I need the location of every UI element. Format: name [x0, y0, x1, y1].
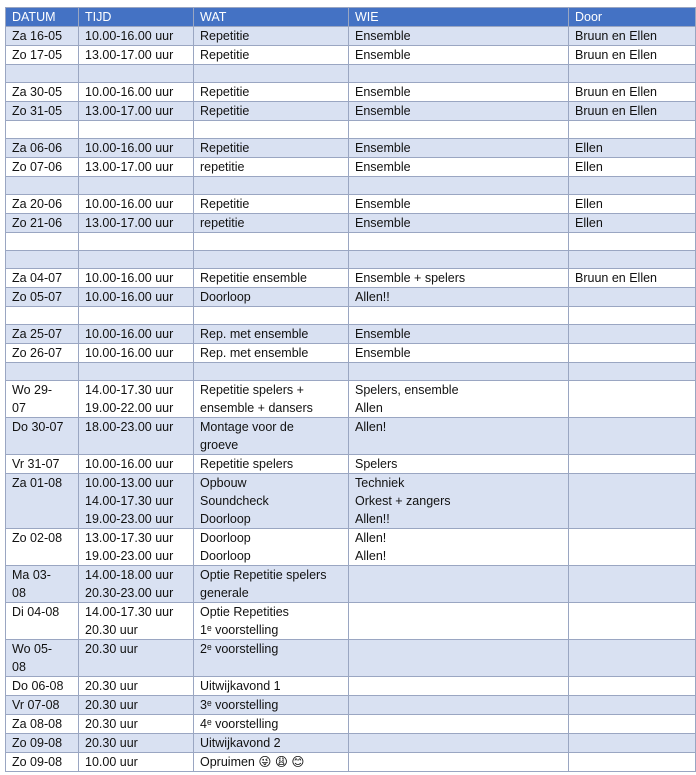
cell-wat: Repetitie spelers	[194, 455, 349, 474]
cell-tijd: 20.30 uur	[79, 640, 194, 677]
cell-datum: Za 01-08	[6, 474, 79, 529]
cell-wie: Ensemble	[349, 325, 569, 344]
cell-datum: Za 16-05	[6, 27, 79, 46]
cell-door	[569, 603, 696, 640]
cell-datum	[6, 121, 79, 139]
cell-wie	[349, 696, 569, 715]
cell-datum: Zo 21-06	[6, 214, 79, 233]
cell-wie: Techniek Orkest + zangers Allen!!	[349, 474, 569, 529]
cell-datum: Za 30-05	[6, 83, 79, 102]
cell-door: Bruun en Ellen	[569, 27, 696, 46]
cell-tijd: 10.00-16.00 uur	[79, 344, 194, 363]
cell-wat	[194, 307, 349, 325]
cell-tijd: 10.00 uur	[79, 753, 194, 772]
table-row	[6, 715, 696, 734]
cell-wie	[349, 307, 569, 325]
cell-wie: Ensemble	[349, 158, 569, 177]
cell-wie: Ensemble	[349, 83, 569, 102]
cell-wat	[194, 363, 349, 381]
cell-datum: Di 04-08	[6, 603, 79, 640]
cell-tijd: 13.00-17.00 uur	[79, 158, 194, 177]
table-row	[6, 195, 696, 214]
table-row	[6, 102, 696, 121]
cell-datum: Zo 02-08	[6, 529, 79, 566]
table-row	[6, 529, 696, 566]
cell-door	[569, 566, 696, 603]
cell-tijd	[79, 307, 194, 325]
cell-wat: Repetitie	[194, 46, 349, 65]
cell-door	[569, 288, 696, 307]
cell-tijd	[79, 65, 194, 83]
table-row	[6, 83, 696, 102]
table-row-empty	[6, 65, 696, 83]
cell-wie: Spelers	[349, 455, 569, 474]
cell-tijd: 18.00-23.00 uur	[79, 418, 194, 455]
cell-door	[569, 734, 696, 753]
table-row	[6, 46, 696, 65]
cell-datum: Zo 09-08	[6, 753, 79, 772]
schedule-body	[6, 27, 696, 772]
cell-tijd: 10.00-16.00 uur	[79, 288, 194, 307]
cell-wat: Opruimen 😜 😩 😊	[194, 753, 349, 772]
cell-wie	[349, 363, 569, 381]
cell-tijd: 10.00-13.00 uur 14.00-17.30 uur 19.00-23.00 uur	[79, 474, 194, 529]
cell-tijd: 20.30 uur	[79, 715, 194, 734]
schedule-container	[5, 7, 696, 772]
cell-wie	[349, 603, 569, 640]
cell-tijd: 10.00-16.00 uur	[79, 455, 194, 474]
cell-tijd: 14.00-17.30 uur 19.00-22.00 uur	[79, 381, 194, 418]
table-row	[6, 696, 696, 715]
cell-datum: Ma 03- 08	[6, 566, 79, 603]
cell-wie: Ensemble	[349, 214, 569, 233]
cell-tijd: 10.00-16.00 uur	[79, 195, 194, 214]
cell-door	[569, 381, 696, 418]
table-row	[6, 566, 696, 603]
cell-datum: Zo 17-05	[6, 46, 79, 65]
cell-datum: Zo 09-08	[6, 734, 79, 753]
cell-datum: Zo 05-07	[6, 288, 79, 307]
cell-wat: Uitwijkavond 2	[194, 734, 349, 753]
cell-door: Bruun en Ellen	[569, 46, 696, 65]
cell-door	[569, 696, 696, 715]
cell-tijd	[79, 251, 194, 269]
cell-wat: 3ᵉ voorstelling	[194, 696, 349, 715]
cell-wie: Allen! Allen!	[349, 529, 569, 566]
cell-datum	[6, 65, 79, 83]
cell-door	[569, 753, 696, 772]
cell-tijd: 13.00-17.30 uur 19.00-23.00 uur	[79, 529, 194, 566]
table-row	[6, 640, 696, 677]
cell-tijd	[79, 233, 194, 251]
table-row	[6, 139, 696, 158]
cell-wat	[194, 233, 349, 251]
cell-datum: Za 20-06	[6, 195, 79, 214]
cell-wat: Repetitie	[194, 102, 349, 121]
cell-door: Ellen	[569, 195, 696, 214]
table-row	[6, 734, 696, 753]
cell-wie	[349, 753, 569, 772]
cell-door	[569, 307, 696, 325]
cell-wie	[349, 177, 569, 195]
cell-datum: Wo 29- 07	[6, 381, 79, 418]
cell-wat	[194, 65, 349, 83]
cell-wat: repetitie	[194, 214, 349, 233]
cell-door	[569, 677, 696, 696]
cell-tijd	[79, 363, 194, 381]
cell-wie	[349, 715, 569, 734]
cell-door	[569, 715, 696, 734]
cell-tijd: 13.00-17.00 uur	[79, 214, 194, 233]
cell-datum	[6, 307, 79, 325]
cell-wat: Rep. met ensemble	[194, 325, 349, 344]
cell-door: Ellen	[569, 158, 696, 177]
cell-datum	[6, 363, 79, 381]
cell-datum: Vr 07-08	[6, 696, 79, 715]
cell-tijd: 10.00-16.00 uur	[79, 83, 194, 102]
cell-wat: Optie Repetitie spelers generale	[194, 566, 349, 603]
cell-door	[569, 325, 696, 344]
table-row-empty	[6, 177, 696, 195]
cell-door: Ellen	[569, 139, 696, 158]
table-row-empty	[6, 363, 696, 381]
cell-datum: Wo 05- 08	[6, 640, 79, 677]
table-row	[6, 27, 696, 46]
table-row	[6, 474, 696, 529]
cell-tijd	[79, 177, 194, 195]
cell-wie: Ensemble	[349, 344, 569, 363]
header-wat: WAT	[194, 8, 349, 27]
cell-wat: Repetitie	[194, 83, 349, 102]
cell-tijd: 10.00-16.00 uur	[79, 325, 194, 344]
cell-datum: Zo 07-06	[6, 158, 79, 177]
cell-wat: Optie Repetities 1ᵉ voorstelling	[194, 603, 349, 640]
header-datum: DATUM	[6, 8, 79, 27]
cell-datum	[6, 251, 79, 269]
cell-tijd: 14.00-18.00 uur 20.30-23.00 uur	[79, 566, 194, 603]
cell-tijd: 13.00-17.00 uur	[79, 102, 194, 121]
cell-datum: Zo 31-05	[6, 102, 79, 121]
cell-door	[569, 251, 696, 269]
cell-wie	[349, 65, 569, 83]
table-row	[6, 158, 696, 177]
cell-wie: Ensemble	[349, 139, 569, 158]
table-row	[6, 288, 696, 307]
table-row	[6, 418, 696, 455]
cell-wie: Ensemble	[349, 102, 569, 121]
cell-wat	[194, 121, 349, 139]
cell-tijd: 10.00-16.00 uur	[79, 269, 194, 288]
header-tijd: TIJD	[79, 8, 194, 27]
cell-wat: Doorloop	[194, 288, 349, 307]
cell-wie: Ensemble + spelers	[349, 269, 569, 288]
cell-tijd: 13.00-17.00 uur	[79, 46, 194, 65]
cell-wie	[349, 566, 569, 603]
cell-wie: Allen!!	[349, 288, 569, 307]
cell-door	[569, 177, 696, 195]
cell-door	[569, 418, 696, 455]
table-row	[6, 269, 696, 288]
cell-wat: Repetitie	[194, 195, 349, 214]
cell-wie	[349, 121, 569, 139]
cell-door: Bruun en Ellen	[569, 83, 696, 102]
cell-door: Bruun en Ellen	[569, 269, 696, 288]
header-row	[6, 8, 696, 27]
cell-datum: Vr 31-07	[6, 455, 79, 474]
cell-datum: Za 25-07	[6, 325, 79, 344]
cell-door	[569, 474, 696, 529]
cell-wie: Allen!	[349, 418, 569, 455]
cell-door: Bruun en Ellen	[569, 102, 696, 121]
cell-wat: Uitwijkavond 1	[194, 677, 349, 696]
cell-tijd: 20.30 uur	[79, 734, 194, 753]
table-row	[6, 753, 696, 772]
cell-tijd: 20.30 uur	[79, 696, 194, 715]
cell-datum	[6, 177, 79, 195]
cell-wat: Montage voor de groeve	[194, 418, 349, 455]
cell-wat: Repetitie spelers + ensemble + dansers	[194, 381, 349, 418]
cell-wat: 2ᵉ voorstelling	[194, 640, 349, 677]
cell-door	[569, 233, 696, 251]
cell-door: Ellen	[569, 214, 696, 233]
cell-tijd: 20.30 uur	[79, 677, 194, 696]
cell-wie	[349, 640, 569, 677]
table-row	[6, 325, 696, 344]
cell-wie	[349, 251, 569, 269]
cell-tijd: 10.00-16.00 uur	[79, 139, 194, 158]
cell-tijd: 10.00-16.00 uur	[79, 27, 194, 46]
cell-wat	[194, 251, 349, 269]
cell-wat: Doorloop Doorloop	[194, 529, 349, 566]
cell-door	[569, 121, 696, 139]
cell-wie: Ensemble	[349, 27, 569, 46]
cell-wie: Spelers, ensemble Allen	[349, 381, 569, 418]
cell-tijd	[79, 121, 194, 139]
table-row-empty	[6, 251, 696, 269]
cell-wie: Ensemble	[349, 195, 569, 214]
cell-wie	[349, 734, 569, 753]
cell-datum	[6, 233, 79, 251]
cell-door	[569, 363, 696, 381]
cell-door	[569, 640, 696, 677]
header-wie: WIE	[349, 8, 569, 27]
table-row-empty	[6, 233, 696, 251]
cell-datum: Do 06-08	[6, 677, 79, 696]
cell-wie: Ensemble	[349, 46, 569, 65]
cell-tijd: 14.00-17.30 uur 20.30 uur	[79, 603, 194, 640]
cell-wat: Repetitie	[194, 27, 349, 46]
table-row	[6, 381, 696, 418]
table-row	[6, 344, 696, 363]
cell-wat	[194, 177, 349, 195]
cell-datum: Za 04-07	[6, 269, 79, 288]
cell-wie	[349, 677, 569, 696]
cell-wat: Opbouw Soundcheck Doorloop	[194, 474, 349, 529]
table-row	[6, 455, 696, 474]
table-row-empty	[6, 121, 696, 139]
cell-wat: Repetitie ensemble	[194, 269, 349, 288]
cell-wat: 4ᵉ voorstelling	[194, 715, 349, 734]
schedule-table	[5, 7, 696, 772]
cell-wat: repetitie	[194, 158, 349, 177]
table-row	[6, 214, 696, 233]
cell-datum: Zo 26-07	[6, 344, 79, 363]
cell-door	[569, 455, 696, 474]
cell-door	[569, 65, 696, 83]
table-row	[6, 603, 696, 640]
cell-datum: Do 30-07	[6, 418, 79, 455]
header-door: Door	[569, 8, 696, 27]
table-row	[6, 677, 696, 696]
cell-wat: Rep. met ensemble	[194, 344, 349, 363]
cell-datum: Za 08-08	[6, 715, 79, 734]
cell-datum: Za 06-06	[6, 139, 79, 158]
cell-wie	[349, 233, 569, 251]
cell-wat: Repetitie	[194, 139, 349, 158]
table-row-empty	[6, 307, 696, 325]
cell-door	[569, 344, 696, 363]
cell-door	[569, 529, 696, 566]
